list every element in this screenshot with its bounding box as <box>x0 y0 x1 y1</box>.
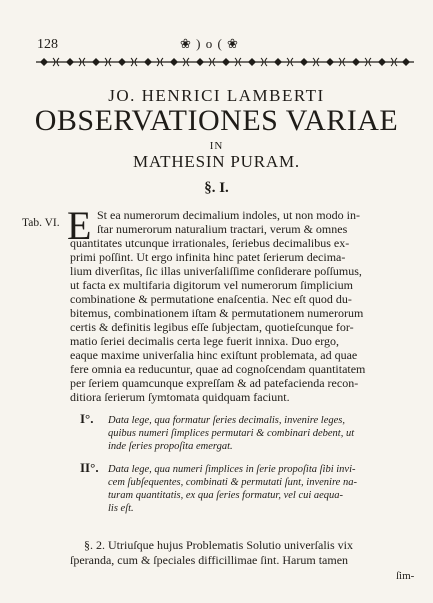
section-heading: §. I. <box>204 180 229 196</box>
text-line: per ſeriem quamcunque expreſſam & ad patefacienda recon- <box>70 376 359 390</box>
text-line: §. 2. Utriuſque hujus Problematis Solutio univerſalis vix <box>84 538 353 552</box>
drop-cap: E <box>67 203 92 248</box>
margin-note: Tab. VI. <box>22 217 60 229</box>
problem-line: turam quantitatis, ex qua ſeries formatur, vel cui aequa- <box>108 490 344 501</box>
text-line: ſtar numerorum naturalium tractari, verum & omnes <box>97 222 348 236</box>
text-line: lium diverſitas, ſic illas univerſaliſſime conſiderare poſſumus, <box>70 264 362 278</box>
problem-line: inde ſeries propoſita emergat. <box>108 441 233 452</box>
header-ornament: ❀ ) o ( ❀ <box>180 36 239 51</box>
author-line: JO. HENRICI LAMBERTI <box>108 86 325 105</box>
text-line: eaque maxime univerſalia hinc exiſtunt problemata, ad quae <box>70 348 358 362</box>
problem-line: lis eſt. <box>108 503 134 514</box>
page-number: 128 <box>37 37 58 52</box>
text-line: quantitates utcunque irrationales, ſeriebus decimalibus ex- <box>70 236 350 250</box>
text-line: combinatione & permutatione enaſcentia. Nec eſt quod du- <box>70 292 352 306</box>
text-line: St ea numerorum decimalium indoles, ut non modo in- <box>97 208 360 222</box>
problem-line: Data lege, qua numeri ſimplices in ſerie propoſita ſibi invi- <box>108 464 356 475</box>
text-line: bitemus, combinationem iſtam & permutationem numerorum <box>70 306 364 320</box>
text-line: primi poſſint. Ut ergo infinita hinc patet ſerierum decima- <box>70 250 346 264</box>
text-line: ditiora ſerierum ſymtomata quidquam faciunt. <box>70 390 290 404</box>
text-line: ſperanda, cum & ſpeciales difficillimae ſint. Harum tamen <box>70 553 349 567</box>
text-line: fere omnia ea reducuntur, quae ad cognoſcendam quantitatem <box>70 362 366 376</box>
text-line: certis & definitis legibus eſſe ſubjectam, quotieſcunque for- <box>70 320 354 334</box>
ornamental-border-rule <box>36 56 414 68</box>
catchword: ſim- <box>396 570 415 582</box>
text-line: matio ſeriei decimalis certa lege fuerit innixa. Duo ergo, <box>70 334 340 348</box>
sub-title: MATHESIN PURAM. <box>133 152 300 171</box>
text-line: ut facta ex multifaria digitorum vel numerorum ſimplicium <box>70 278 353 292</box>
problem-line: Data lege, qua formatur ſeries decimalis, invenire leges, <box>108 415 345 426</box>
problem-line: quibus numeri ſimplices permutari & combinari debent, ut <box>108 428 355 439</box>
problem-number: I°. <box>80 411 94 426</box>
problem-number: II°. <box>80 460 99 475</box>
title-in: IN <box>209 140 224 152</box>
main-title: OBSERVATIONES VARIAE <box>34 104 399 137</box>
problem-line: cem ſubſequentes, combinati & permutati ſunt, invenire na- <box>108 477 357 488</box>
